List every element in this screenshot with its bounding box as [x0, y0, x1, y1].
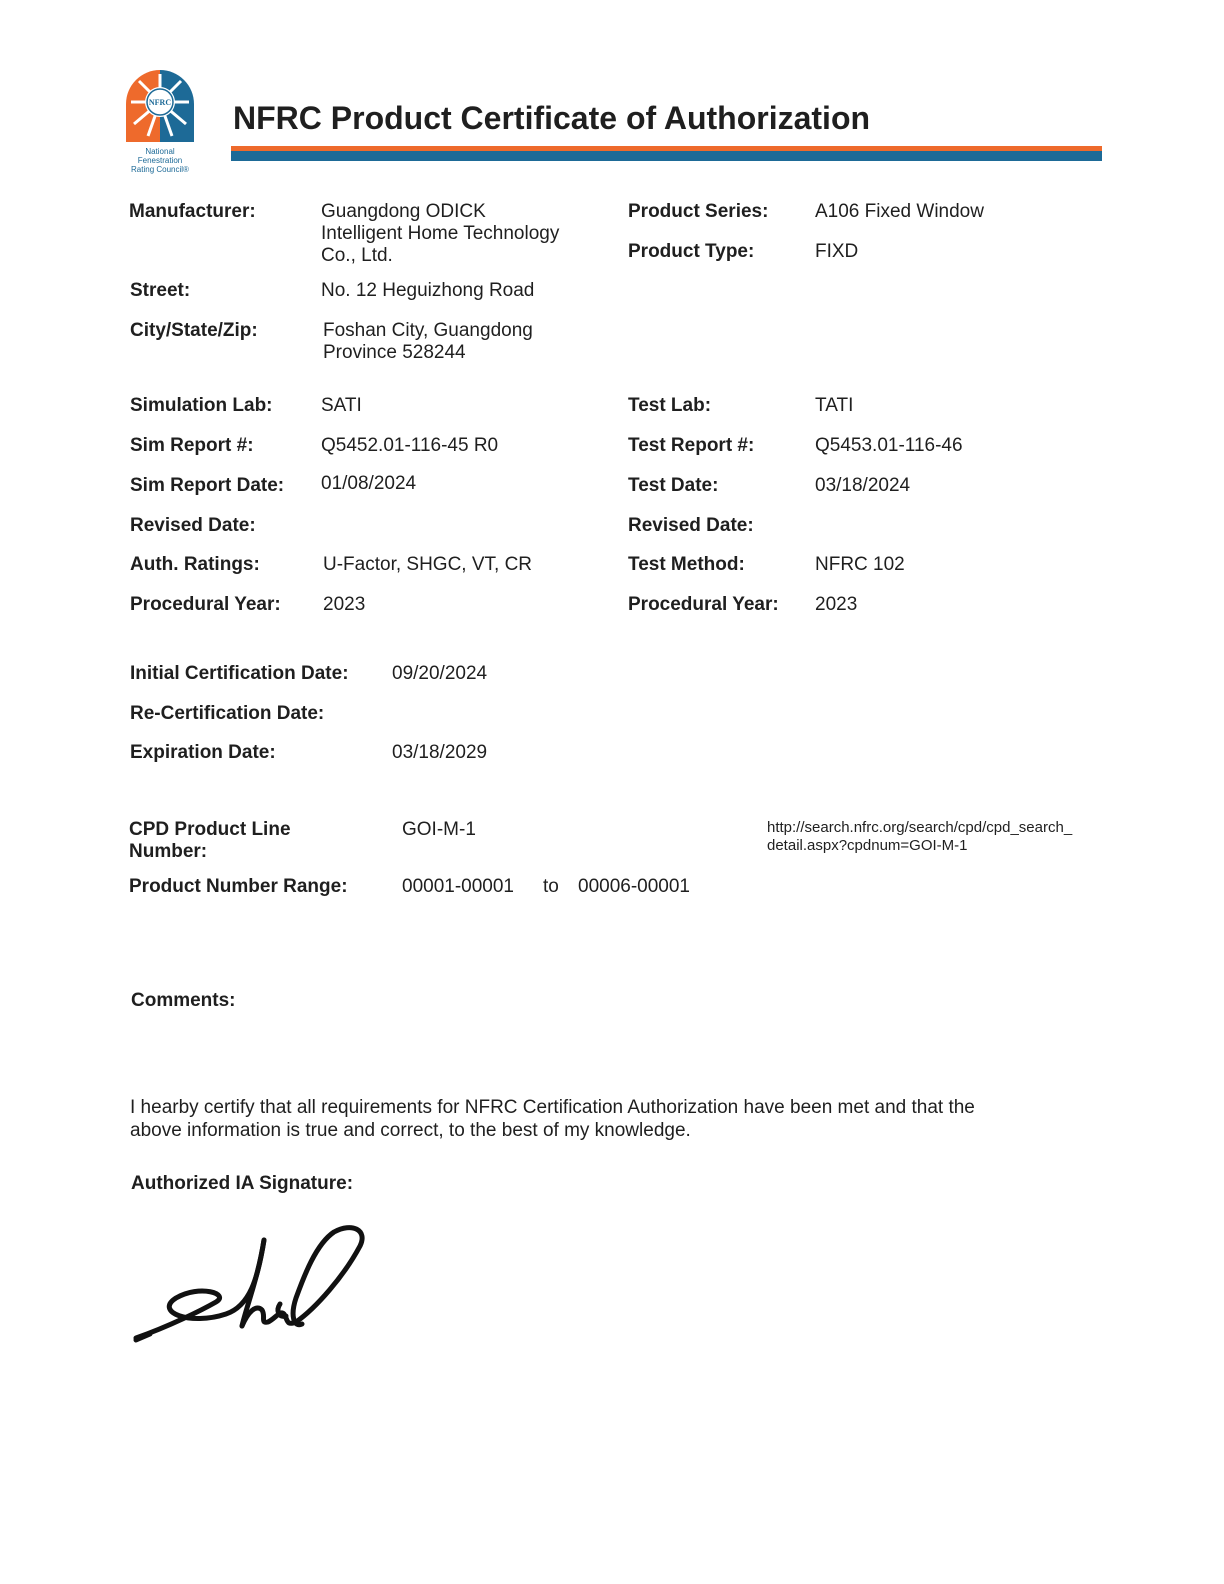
product-range-to: 00006-00001 [578, 876, 690, 897]
test-date-value: 03/18/2024 [815, 475, 911, 496]
comments-label: Comments: [131, 990, 236, 1011]
product-type-value: FIXD [815, 241, 859, 262]
product-type-label: Product Type: [628, 241, 755, 262]
certify-line1: I hearby certify that all requirements for NFRC Certification Authorization have been met and that the [130, 1097, 975, 1118]
sim-revised-label: Revised Date: [130, 515, 256, 536]
sim-lab-value: SATI [321, 395, 362, 416]
sim-date-label: Sim Report Date: [130, 475, 285, 496]
initial-cert-label: Initial Certification Date: [130, 663, 349, 684]
initial-cert-value: 09/20/2024 [392, 663, 488, 684]
city-line1: Foshan City, Guangdong [323, 320, 533, 341]
svg-text:NFRC: NFRC [148, 98, 172, 107]
cpd-label-line1: CPD Product Line [129, 819, 291, 840]
sim-date-value: 01/08/2024 [321, 473, 417, 494]
manufacturer-line3: Co., Ltd. [321, 245, 393, 266]
cpd-url-line2: detail.aspx?cpdnum=GOI-M-1 [767, 837, 968, 854]
test-method-value: NFRC 102 [815, 554, 905, 575]
handwritten-signature-icon [130, 1218, 370, 1348]
product-range-from: 00001-00001 [402, 876, 514, 897]
nfrc-logo [122, 66, 198, 174]
test-report-value: Q5453.01-116-46 [815, 435, 963, 456]
product-range-to-word: to [543, 876, 559, 897]
recert-label: Re-Certification Date: [130, 703, 325, 724]
sim-procedural-year-label: Procedural Year: [130, 594, 281, 615]
street-label: Street: [130, 280, 191, 301]
auth-ratings-label: Auth. Ratings: [130, 554, 260, 575]
expiration-label: Expiration Date: [130, 742, 276, 763]
test-lab-value: TATI [815, 395, 854, 416]
logo-caption-line1: National Fenestration [137, 147, 183, 165]
manufacturer-value [321, 201, 559, 267]
cpd-value: GOI-M-1 [402, 819, 476, 840]
city-label: City/State/Zip: [130, 320, 258, 341]
cpd-url-line1: http://search.nfrc.org/search/cpd/cpd_search_ [767, 819, 1073, 836]
test-report-label: Test Report #: [628, 435, 755, 456]
auth-ratings-value: U-Factor, SHGC, VT, CR [323, 554, 533, 575]
certify-line2: above information is true and correct, to the best of my knowledge. [130, 1120, 691, 1141]
certify-statement [130, 1096, 975, 1142]
test-procedural-year-label: Procedural Year: [628, 594, 779, 615]
expiration-value: 03/18/2029 [392, 742, 488, 763]
city-line2: Province 528244 [323, 342, 466, 363]
cpd-label [129, 819, 291, 863]
street-value: No. 12 Heguizhong Road [321, 280, 535, 301]
test-revised-label: Revised Date: [628, 515, 754, 536]
test-procedural-year-value: 2023 [815, 594, 858, 615]
product-series-label: Product Series: [628, 201, 769, 222]
sim-report-value: Q5452.01-116-45 R0 [321, 435, 499, 456]
sun-logo-icon [122, 66, 198, 142]
manufacturer-line2: Intelligent Home Technology [321, 223, 560, 244]
manufacturer-line1: Guangdong ODICK [321, 201, 486, 222]
sim-procedural-year-value: 2023 [323, 594, 366, 615]
signature-image [130, 1218, 370, 1348]
logo-caption-line2: Rating Council® [131, 165, 189, 174]
product-range-label: Product Number Range: [129, 876, 348, 897]
manufacturer-label: Manufacturer: [129, 201, 256, 222]
test-date-label: Test Date: [628, 475, 719, 496]
test-method-label: Test Method: [628, 554, 745, 575]
city-value [323, 320, 533, 364]
test-lab-label: Test Lab: [628, 395, 712, 416]
cpd-label-line2: Number: [129, 841, 208, 862]
sim-report-label: Sim Report #: [130, 435, 254, 456]
signature-label: Authorized IA Signature: [131, 1173, 354, 1194]
sim-lab-label: Simulation Lab: [130, 395, 273, 416]
page-title: NFRC Product Certificate of Authorization [233, 100, 871, 136]
cpd-search-link[interactable] [767, 819, 1072, 855]
product-series-value: A106 Fixed Window [815, 201, 984, 222]
header-rule-blue [231, 151, 1102, 161]
